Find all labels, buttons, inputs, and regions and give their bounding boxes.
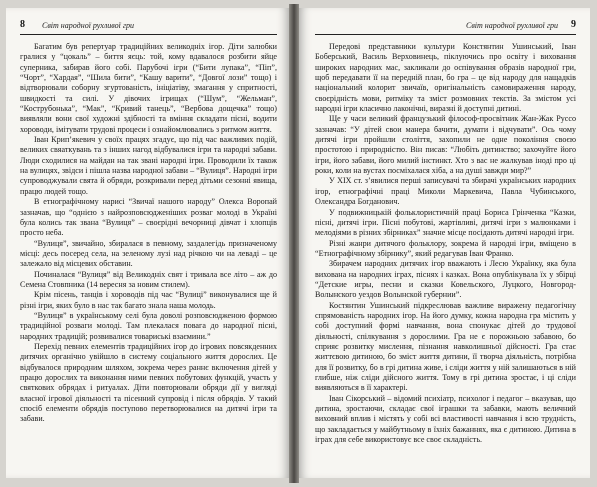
left-page [6, 8, 289, 478]
paragraph: Передові представники культури Констянтин Ушинський, Іван Боберський, Василь Верховинець, піклуючись про освіту і виховання широких народних мас, закликали до оспівування образів народної гри, щоб передавати її на передній план, бо гра – це від народу для нащадків національний колорит звичаїв, оригінальність самовираження народу, своєрідність мови, ритміку та зміст розмовних текстів. За змістом усі народні ігри класично лаконічні, виразні й доступні дитині. [315, 42, 576, 114]
paragraph: Костянтин Ушинський підкреслював важливе виражену педагогічну спрямованість народних ігор. На його думку, кожна народна гра містить у собі доступний формі навчання, вона спонукає дітей до трудової діяльності, спілкування з дорослими. Гра не є порожньою забавою, бо сприяє розвитку мислення, пізнання навколишньої дійсності. Гра стає життєвою дитиною, бо зміст життя дитини, її творча діяльність, потрібна для її розвитку, бо в грі дитина живе, і сліди життя у ній залишаються в ній глибше, ніж сліди дійсного життя. Тому в грі дитина зростає, і ці сліди виявляються в її характері. [315, 300, 576, 393]
left-page-header [20, 20, 277, 35]
right-running-head: Світ народної рухливої гри [466, 21, 558, 30]
left-page-body [20, 42, 277, 474]
paragraph: Багатим був репертуар традиційних великодніх ігор. Діти залюбки гралися у “цокаль” – биття яєць: той, кому вдавалося розбити яйце суперника, забирав його собі. Парубочі ігри (“Бити лупака”, “Піп”, “Чорт”, “Хардая”, “Шила бити”, “Кашу варити”, “Довгої лози” тощо) і відтворювали соборну згуртованість, ініціатіву, змагання у спритності, швидкості та силі. У дівочих ігрищах (“Шум”, “Жельман”, “Кострубонька”, “Мак”, “Кривий танець”, “Вербова дощечка” тощо) виявляли вони свої художні здібності та вміння складати пісні, водити хороводи, імітувати трудові процеси і ознайомлювались з ритмом життя. [20, 42, 277, 134]
paragraph: У подвижницькій фольклористичній праці Бориса Грінченка “Казки, пісні, дитячі ігри. Пісні побутові, жартівливі, дитячі ігри з малюнками і мелодіями в різних збірниках” значне місце посідають дитячі народні ігри. [315, 207, 576, 238]
paragraph: В етнографічному нарисі “Звичаї нашого народу” Олекса Воропай зазначав, що “однією з найрозповсюдженіших розваг молоді в Україні була колись так звана “Вулиця” – своєрідні вечорниці дівчат і хлопців просто неба. [20, 197, 277, 238]
paragraph: Іван Сікорський – відомий психіатр, психолог і педагог – вказував, що дитина, зростаючи, складає свої іграшки та забавки, мають величний виховний вплив і містять у собі всі властивості навчання і всю трудність, що закладається у майбутньому в їхніх бажаннях, яка є дитиною. Дитина в іграх для себе використовує все своє складність. [315, 393, 576, 445]
paragraph: “Вулиця”, звичайно, збиралася в певному, заздалегідь призначеному місці: десь посеред села, на зеленому лузі над річкою чи на леваді – це залежало від місцевих обставин. [20, 238, 277, 269]
paragraph: Збирачем народних дитячих ігор вважають і Лесю Українку, яка була вихована на народних іграх, піснях і казках. Вона опублікувала їх у збірці “Детские игры, песни и сказки Ковельского, Луцкого, Новгород-Волынского уездов Волынской губернии”. [315, 259, 576, 300]
right-page-header [315, 20, 576, 35]
paragraph: У XIX ст. з’явилися перші записувачі та збирачі українських народних ігор, етнографічні праці Миколи Маркевича, Павла Чубинського, Олександра Богданович. [315, 176, 576, 207]
left-running-head: Світ народної рухливої гри [42, 21, 134, 30]
paragraph: “Вулиця” в українському селі була доволі розповсюдженою формою традиційної розваги молоді. Там плекалася повага до народної пісні, народних традицій; розвивалися товариські взаємини.” [20, 310, 277, 341]
paragraph: Різні жанри дитячого фольклору, зокрема й народні ігри, вміщено в “Етнографічному збірнику”, який редагував Іван Франко. [315, 238, 576, 258]
paragraph: Ще у часи великий французький філософ-просвітник Жан-Жак Руссо зазначав: “У дітей свои манера бачити, думати і відчувати”. Ось чому дитячі ігри пройшли століття, захопили не одне покоління своєю простотою і природністю. Він писав: “Любіть дитинство; захочуйте його ігри, його забави, його милий інстинкт. Хто з вас не жалкував іноді про ці роки, коли на вустах посміхалася хіба, а на душі завжди мир?” [315, 114, 576, 176]
paragraph: Іван Крип’якевич у своїх працях згадує, що під час важливих подій, великих свяаткувань та з інших нагод відбувалися ігри та народні забави. Люди сходилися на майдан на так звані народні ігри. Проводили їх також на вулицях, звідси і пішла назва народної забави – “Вулиця”. Народні ігри супроводжували свята й обряди, розкривали перед дітьми сезонні явища, працю людей тощо. [20, 135, 277, 196]
right-page [299, 8, 590, 478]
book-gutter [289, 4, 299, 483]
right-page-number: 9 [571, 19, 576, 30]
paragraph: Крім пісень, танців і хороводів під час “Вулиці” виконувалися ще й різні ігри, яких було в нас так багато знала наша молодь. [20, 290, 277, 310]
paragraph: Починалася “Вулиця” від Великодніх свят і тривала все літо – аж до Семена Стовпника (14 вересня за новим стилем). [20, 269, 277, 289]
paragraph: Перехід певних елементів традиційних ігор до ігрових повсякденних дитячих органічно увійшло в систему соціального життя дорослих. Це відбувалося природним шляхом, зокрема через раннє включення дітей у працю дорослих та виконання ними певних побутових функцій, участь у святкових обрядах і ритуалах. Діти повторювали обряди дії у вигляді власної ігрової діяльності та пісенний супровід і після обрядів. У такий спосіб елементи обрядів поступово перетворювалися на дитячі ігри та забави. [20, 341, 277, 424]
left-page-number: 8 [20, 19, 25, 30]
right-page-body [315, 42, 576, 474]
